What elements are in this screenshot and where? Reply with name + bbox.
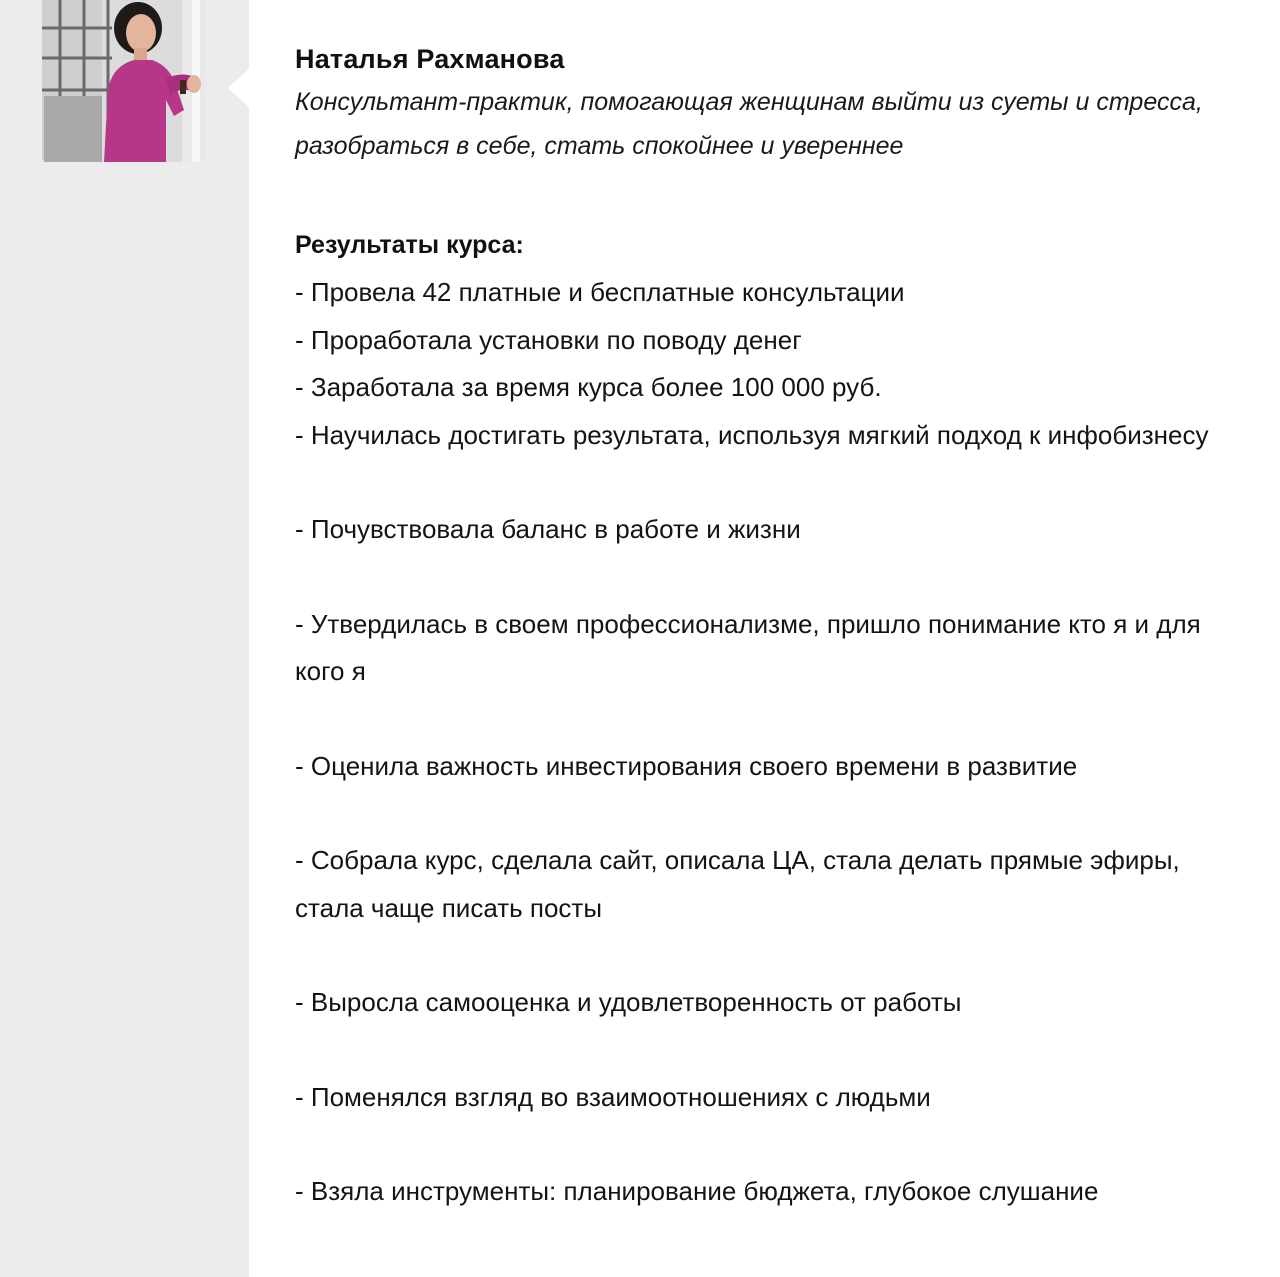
list-item: - Оценила важность инвестирования своего времени в развитие [295,750,1078,781]
list-item: - Взяла инструменты: планирование бюджета, глубокое слушание [295,1176,1099,1206]
list-item: - Проработала установки по поводу денег [295,324,802,355]
testimonial-card [295,40,1240,1216]
list-item: - Поменялся взгляд во взаимоотношениях с людьми [295,1081,931,1112]
speech-pointer [228,68,250,108]
avatar [42,0,206,162]
results-list [295,269,1240,1216]
list-item: - Научилась достигать результата, используя мягкий подход к инфобизнесу [295,419,1209,450]
avatar-photo-icon [42,0,206,162]
list-item: - Собрала курс, сделала сайт, описала ЦА, стала делать прямые эфиры, стала чаще писать посты [295,845,1180,923]
left-strip [0,0,249,1277]
results-title: Результаты курса: [295,231,524,259]
person-name: Наталья Рахманова [295,44,565,74]
list-item: - Выросла самооценка и удовлетворенность от работы [295,987,962,1017]
list-item: - Заработала за время курса более 100 000 руб. [295,372,882,402]
list-item: - Провела 42 платные и бесплатные консультации [295,277,905,307]
list-item: - Почувствовала баланс в работе и жизни [295,514,801,544]
person-subtitle: Консультант-практик, помогающая женщинам выйти из суеты и стресса, разобраться в себе, стать спокойнее и увереннее [295,88,1203,160]
list-item: - Утвердилась в своем профессионализме, пришло понимание кто я и для кого я [295,608,1201,686]
